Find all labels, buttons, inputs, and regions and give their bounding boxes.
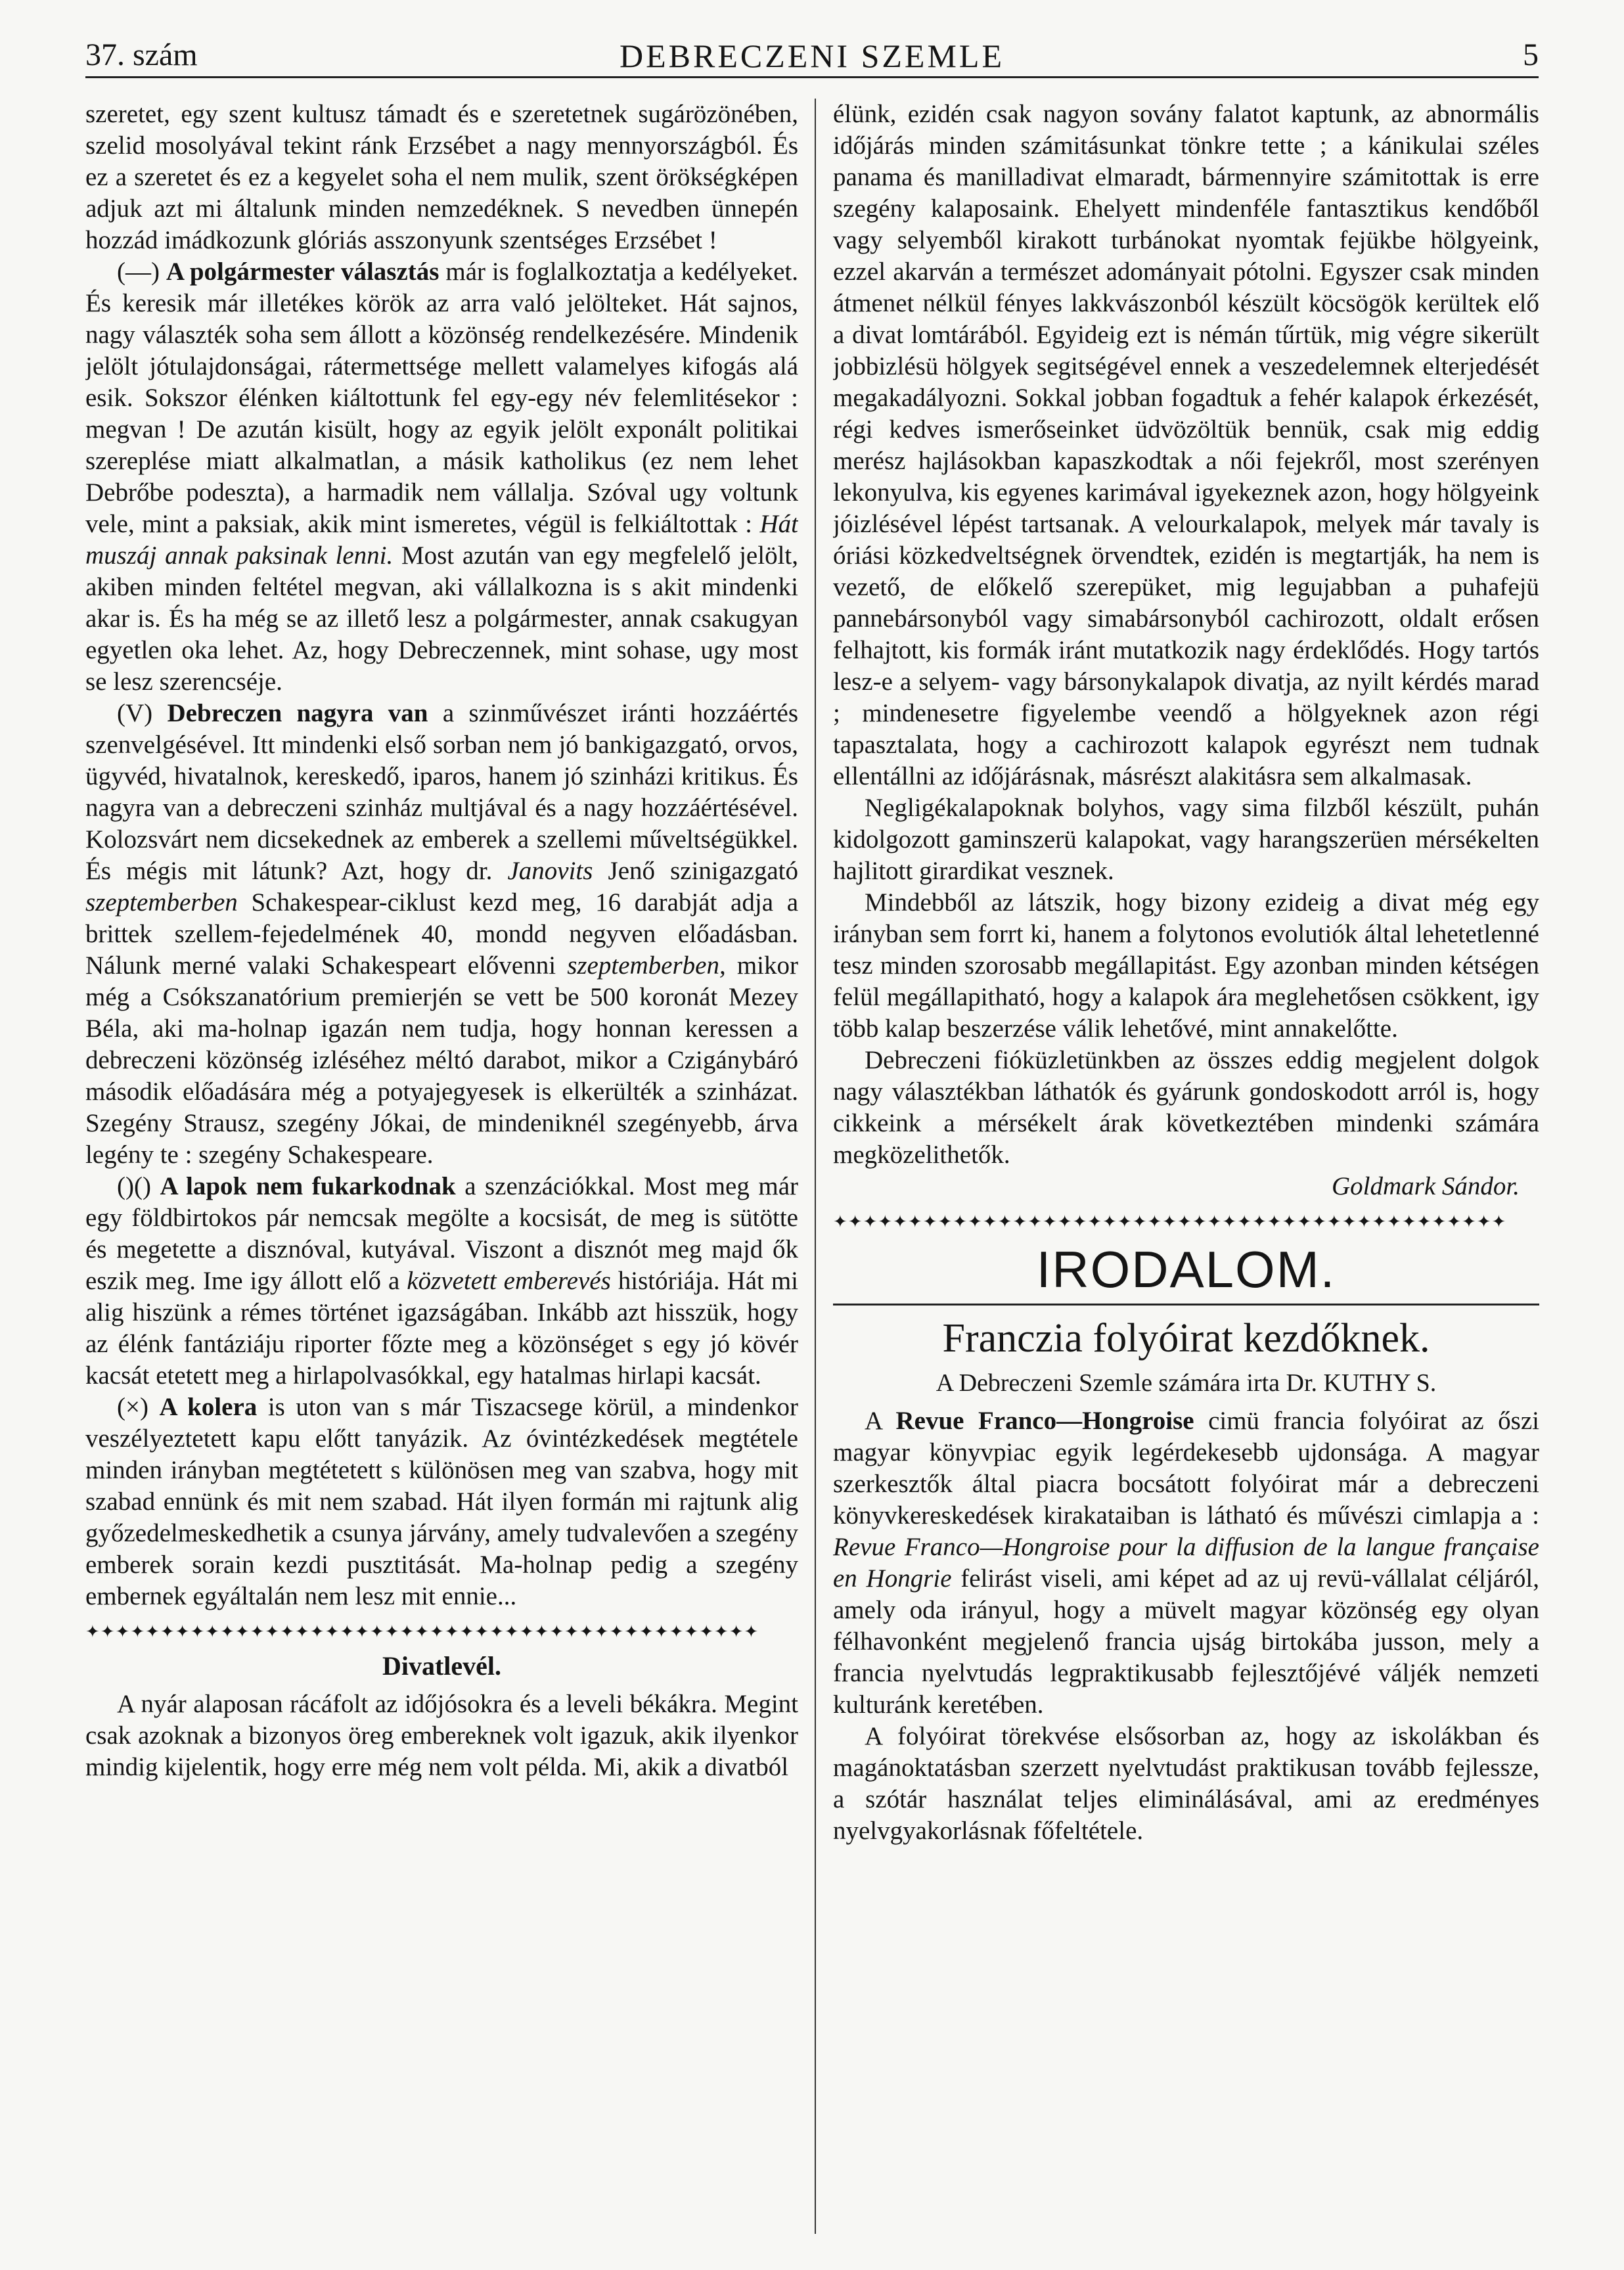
ornament-divider: ✦✦✦✦✦✦✦✦✦✦✦✦✦✦✦✦✦✦✦✦✦✦✦✦✦✦✦✦✦✦✦✦✦✦✦✦✦✦✦✦✦✦✦✦✦ [85,1622,759,1641]
news-item-cholera: (×) A kolera is uton van s már Tiszacsege körül, a mindenkor veszélyeztetett kapu előtt tanyázik. Az óvintézkedések megtétele minden irányban megtétetett s különösen meg van szabva, hogy mit szabad ennünk és mit nem szabad. Hát ilyen formán mi rajtunk alig győzedelmeskedhetik a csunya járvány, amely tudvalevően a szegény emberek sorain kezdi pusztitását. Ma-holnap pedig a szegény embernek egyáltalán nem lesz mit ennie... [85,1393,798,1610]
left-paragraph-1: szeretet, egy szent kultusz támadt és e szeretetnek sugárözönében, szelid mosolyával tekint ránk Erzsébet a nagy mennyországból. És ez a szeretet és ez a kegyelet soha el nem mulik, szent örökségképen adjuk azt mi általunk minden nemzedéknek. S nevedben ünnepén hozzád imádkozunk glóriás asszonyunk szentséges Erzsébet ! [85,100,798,254]
news-item-theatre: (V) Debreczen nagyra van a szinművészet iránti hozzáértés szenvelgésével. Itt mindenki első sorban nem jó bankigazgató, orvos, ügyvéd, hivatalnok, kereskedő, iparos, hanem jó szinházi kritikus. És nagyra van a debreczeni szinház multjával és a nagy hozzáértésével. Kolozsvárt nem dicsekednek az emberek a szellemi műveltségükkel. És mégis mit látunk? Azt, hogy dr. Janovits Jenő szinigazgató szeptemberben Schakespear-ciklust kezd meg, 16 darabját adja a brittek szellem-fejedelmének 40, mondd negyven előadásban. Nálunk merné valaki Schakespeart elővenni szeptemberben, mikor még a Csókszanatórium premierjén se vett be 500 koronát Mezey Béla, aki ma-holnap igazán nem tudja, hogy honnan keressen a debreczeni közönség izléséhez méltó darabot, mikor a Czigánybáró második előadására még a potyajegyesek is elkerülték a szinházat. Szegény Strausz, szegény Jókai, de mindeniknél szegényebb, árva legény te : szegény Schakespeare. [85,699,798,1169]
divatlevel-paragraph-1: A nyár alaposan rácáfolt az időjósokra és a leveli békákra. Megint csak azoknak a bizonyos öreg embereknek volt igazuk, akik ilyenkor mindig kijelentik, hogy erre még nem volt példa. Mi, akik a divatból [85,1690,798,1781]
news-item-heading: Debreczen nagyra van [167,699,428,727]
section-title-divatlevel: Divatlevél. [382,1651,502,1681]
news-item-newspapers: ()() A lapok nem fukarkodnak a szenzációkkal. Most meg már egy földbirtokos pár nemcsak megölte a kocsisát, de meg is sütötte és megetette a disznóval, kutyával. Viszont a disznót meg majd ők eszik meg. Ime igy állott elő a közvetett emberevés históriája. Hát mi alig hiszünk a rémes történet igazságában. Inkább azt hisszük, hogy az élénk fantáziáju riporter főzte meg a közönséget s egy jó kövér kacsát etetett meg a hirlapolvasókkal, egy hatalmas hirlapi kacsát. [85,1172,798,1390]
column-divider [815,99,816,2234]
right-column [833,99,1539,2234]
left-column [85,99,798,2234]
article-title: Franczia folyóirat kezdőknek. [942,1316,1430,1361]
page-header [85,37,1539,78]
article-byline: A Debreczeni Szemle számára irta Dr. KUTHY S. [936,1369,1437,1397]
news-item-heading: A kolera [159,1393,258,1421]
author-signature: Goldmark Sándor. [1331,1172,1520,1200]
right-paragraph-4: Debreczeni fióküzletünkben az összes eddig megjelent dolgok nagy választékban láthatók és gyárunk gondoskodott arról is, hogy cikkeink a mérsékelt árak következtében mindenki számára megközelithetők. [833,1046,1539,1169]
news-item-heading: A polgármester választás [166,258,440,286]
news-item-heading: A lapok nem fukarkodnak [160,1172,456,1200]
issue-number: 37. szám [85,37,198,72]
irodalom-paragraph-1: A Revue Franco—Hongroise cimü francia folyóirat az őszi magyar könyvpiac egyik legérdekesebb ujdonsága. A magyar szerkesztők által piacra bocsátott folyóirat már a debreczeni könyvkereskedések kirakataiban is látható és művészi cimlapja a : Revue Franco—Hongroise pour la diffusion de la langue française en Hongrie felirást viseli, ami képet ad az uj revü-vállalat céljáról, amely oda irányul, hogy a müvelt magyar közönség egy olyan félhavonként megjelenő francia ujság birtokába jusson, mely a francia nyelvtudás legpraktikusabb fejlesztőjévé váljék nemzeti kulturánk keretében. [833,1407,1539,1719]
right-paragraph-2: Negligékalapoknak bolyhos, vagy sima filzből készült, puhán kidolgozott gaminszerü kalapokat, vagy harangszerüen mérsékelten hajlitott girardikat vesznek. [833,794,1539,885]
irodalom-paragraph-2: A folyóirat törekvése elsősorban az, hogy az iskolákban és magánoktatásban szerzett nyelvtudást praktikusan tovább fejlessze, a szótár használat teljes eliminálásával, ami az eredményes nyelvgyakorlásnak főfeltétele. [833,1722,1539,1845]
right-paragraph-1: élünk, ezidén csak nagyon sovány falatot kaptunk, az abnormális időjárás minden számitásunkat tönkre tette ; a kánikulai széles panama és manilladivat elmaradt, bármennyire számitottak is erre szegény kalaposaink. Ehelyett mindenféle fantasztikus kendőből vagy selyemből kirakott turbánokat nyomtak fejükbe hölgyeink, ezzel akarván a természet adományait pótolni. Egyszer csak minden átmenet nélkül fényes lakkvászonból készült köcsögök kerültek elő a divat lomtárából. Egyideig ezt is némán tűrtük, mig végre sikerült jobbizlésü hölgyek segitségével ennek a veszedelemnek elterjedését megakadályozni. Sokkal jobban fogadtuk a fehér kalapok érkezését, régi kedves ismerőseinket üdvözöltük bennük, csak mig eddig merész hajlásokban kapaszkodtak a női fejekről, most szerényen lekonyulva, kis egyenes karimával igyekeznek azon, hogy hölgyeink jóizlésével lépést tartsanak. A velourkalapok, melyek már tavaly is óriási közkedveltségnek örvendtek, ezidén is megtartják, ha nem is vezető, de előkelő szerepüket, mig legujabban a puhafejü pannebársonyból vagy simabársonyból cachirozott, oldalt erősen felhajtott, kis formák iránt mutatkozik nagy érdeklődés. Hogy tartós lesz-e a selyem- vagy bársonykalapok divatja, az nyilt kérdés marad ; mindenesetre figyelembe veendő a hölgyeknek azon régi tapasztalata, hogy a cachirozott kalapok egyrészt nem tudnak ellentállni az időjárásnak, másrészt alakitásra sem alkalmasak. [833,100,1539,790]
right-paragraph-3: Mindebből az látszik, hogy bizony ezideig a divat még egy irányban sem forrt ki, hanem a folytonos evolutiók által lehetetlenné tesz minden szorosabb megállapitást. Egy azonban minden kétségen felül megállapitható, hogy a kalapok ára meglehetősen csökkent, igy több kalap beszerzése válik lehetővé, mint annakelőtte. [833,888,1539,1043]
ornament-divider: ✦✦✦✦✦✦✦✦✦✦✦✦✦✦✦✦✦✦✦✦✦✦✦✦✦✦✦✦✦✦✦✦✦✦✦✦✦✦✦✦✦✦✦✦✦ [833,1212,1507,1231]
section-title-irodalom: IRODALOM. [833,1239,1539,1305]
page-number: 5 [1523,37,1539,72]
newspaper-title: DEBRECZENI SZEMLE [619,37,1005,74]
news-item-mayor-election: (—) A polgármester választás már is foglalkoztatja a kedélyeket. És keresik már illetékes körök az arra való jelölteket. Hát sajnos, nagy választék soha sem állott a közönség rendelkezésére. Mindenik jelölt jótulajdonságai, rátermettsége mellett valamelyes kifogás alá esik. Sokszor élénken kiáltottunk fel egy-egy név felemlitésekor : megvan ! De azután kisült, hogy az egyik jelölt exponált politikai szereplése miatt alkalmatlan, a másik katholikus (ez nem lehet Debrőbe podeszta), a harmadik nem vállalja. Szóval ugy voltunk vele, mint a paksiak, akik mint ismeretes, végül is felkiáltottak : Hát muszáj annak paksinak lenni. Most azután van egy megfelelő jelölt, akiben minden feltétel megvan, aki vállalkozna is s akit mindenki akar is. És ha még se az illető lesz a polgármester, annak csakugyan egyetlen oka lehet. Az, hogy Debreczennek, mint sohase, ugy most se lesz szerencséje. [85,258,798,696]
